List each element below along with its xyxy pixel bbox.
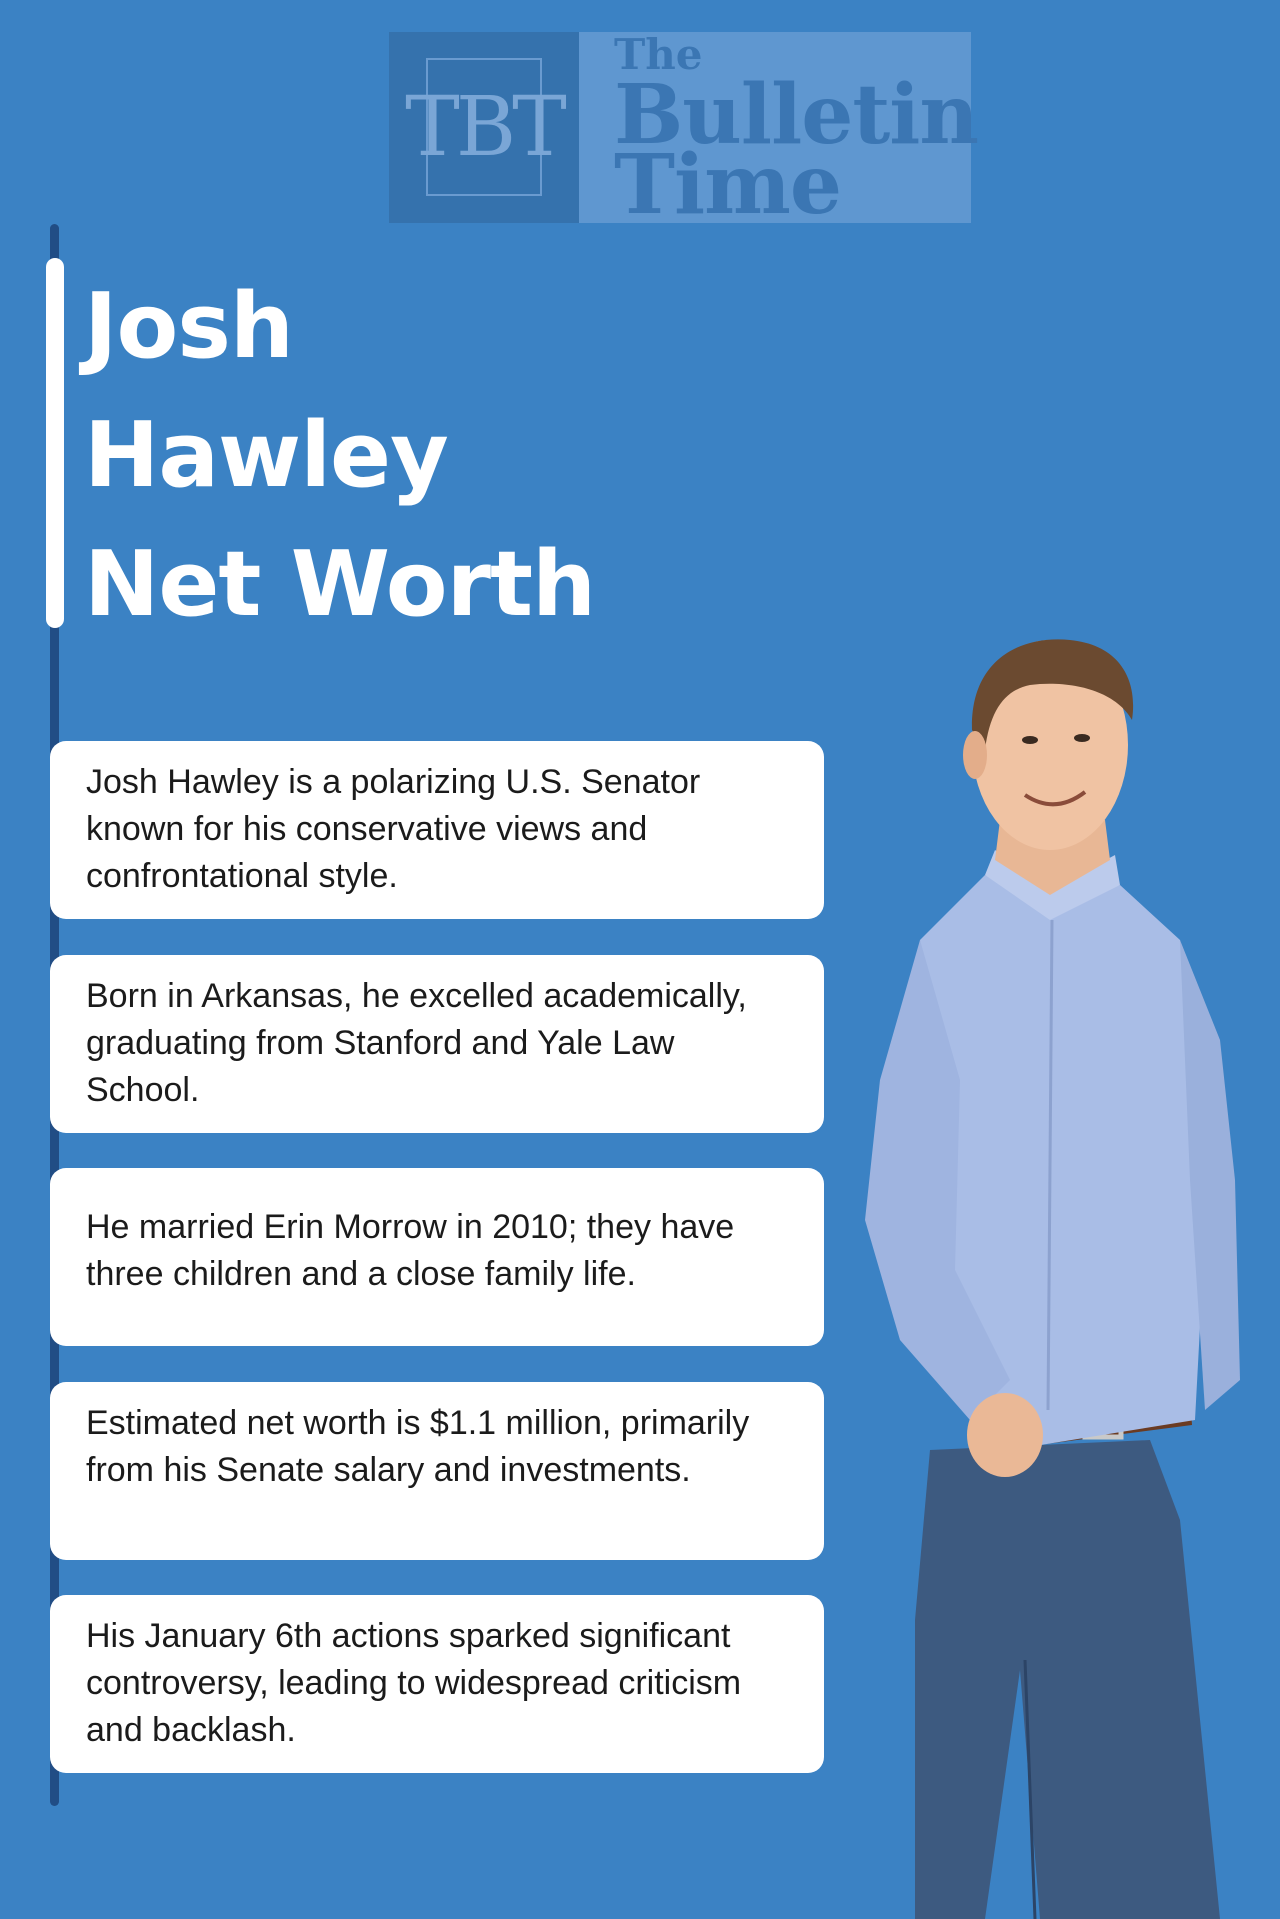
fact-card-4: Estimated net worth is $1.1 million, primarily from his Senate salary and investments. xyxy=(50,1382,824,1560)
logo-wordmark xyxy=(579,30,979,233)
title-accent-bar xyxy=(46,258,64,628)
logo-word-bulletin: Bulletin xyxy=(614,67,979,163)
fact-card-5: His January 6th actions sparked significant controversy, leading to widespread criticism and backlash. xyxy=(50,1595,824,1773)
title-line-1: Josh xyxy=(84,274,293,379)
fact-card-2: Born in Arkansas, he excelled academically, graduating from Stanford and Yale Law School. xyxy=(50,955,824,1133)
person-jeans xyxy=(915,1440,1220,1919)
logo-word-the: The xyxy=(614,30,703,79)
fact-card-3: He married Erin Morrow in 2010; they have three children and a close family life. xyxy=(50,1168,824,1346)
person-photo xyxy=(820,620,1280,1919)
title-line-3: Net Worth xyxy=(84,532,596,637)
title-line-2: Hawley xyxy=(84,403,448,508)
fact-card-1: Josh Hawley is a polarizing U.S. Senator known for his conservative views and confrontational style. xyxy=(50,741,824,919)
logo-monogram: TBT xyxy=(405,80,563,175)
logo-word-time: Time xyxy=(614,137,842,233)
person-hand xyxy=(967,1393,1043,1477)
logo-monogram-box xyxy=(389,32,579,223)
brand-logo xyxy=(389,30,979,233)
page-title xyxy=(84,262,595,649)
